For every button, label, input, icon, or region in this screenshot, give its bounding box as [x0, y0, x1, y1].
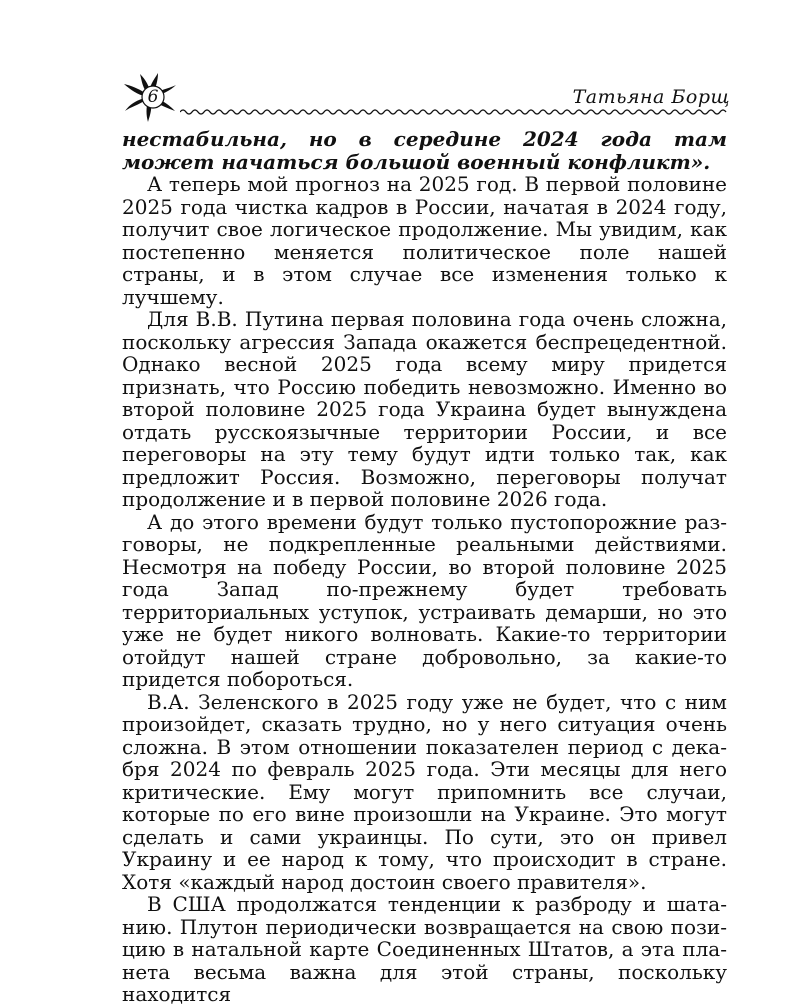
paragraph-forecast-2025: А теперь мой прогноз на 2025 год. В первой половине 2025 года чистка кадров в России, начатая в 2024 году, получит свое логическое продолжение. Мы увидим, как постепенно меняется политическое поле нашей страны, и в этом случае все изменения только к лучшему.: [122, 172, 727, 309]
paragraph-zelensky: В.А. Зеленского в 2025 году уже не будет, что с ним произойдет, сказать трудно, но у него ситуация очень сложна. В этом отношении показателен период с декабря 2024 по февраль 2025 года. Эти месяцы для него критические. Ему могут припомнить все случаи, которые по его вине произошли на Украине. Это могут сделать и сами украинцы. По сути, это он привел Украину и ее народ к тому, что происходит в стране. Хотя «каждый народ достоин своего правителя».: [122, 689, 727, 894]
page-number: 6: [147, 87, 159, 107]
body-text: [122, 128, 727, 1006]
paragraph-negotiations: А до этого времени будут только пустопорожние разговоры, не подкрепленные реальными действиями. Несмотря на победу России, во второй половине 2025 года Запад по-прежнему будет требовать территориальных уступок, устраивать демарши, но это уже не будет никого волновать. Какие-то территории отойдут нашей стране добровольно, за какие-то придется побороться.: [122, 509, 727, 691]
paragraph-usa: В США продолжатся тенденции к разброду и шатанию. Плутон периодически возвращается на свою позицию в натальной карте Соединенных Штатов, а эта планета весьма важна для этой страны, поскольку находится: [122, 892, 727, 1006]
running-header-author: Татьяна Борщ: [572, 86, 730, 108]
paragraph-continued-quote: нестабильна, но в середине 2024 года там может начаться большой военный конфликт».: [122, 127, 727, 174]
paragraph-putin: Для В.В. Путина первая половина года очень сложна, поскольку агрессия Запада окажется беспрецедентной. Однако весной 2025 года всему миру придется признать, что Россию победить невозможно. Именно во второй половине 2025 года Украина будет вынуждена отдать русскоязычные территории России, и все переговоры на эту тему будут идти только так, как предложит Россия. Возможно, переговоры получат продолжение и в первой половине 2026 года.: [122, 307, 727, 511]
running-header: [120, 72, 730, 122]
